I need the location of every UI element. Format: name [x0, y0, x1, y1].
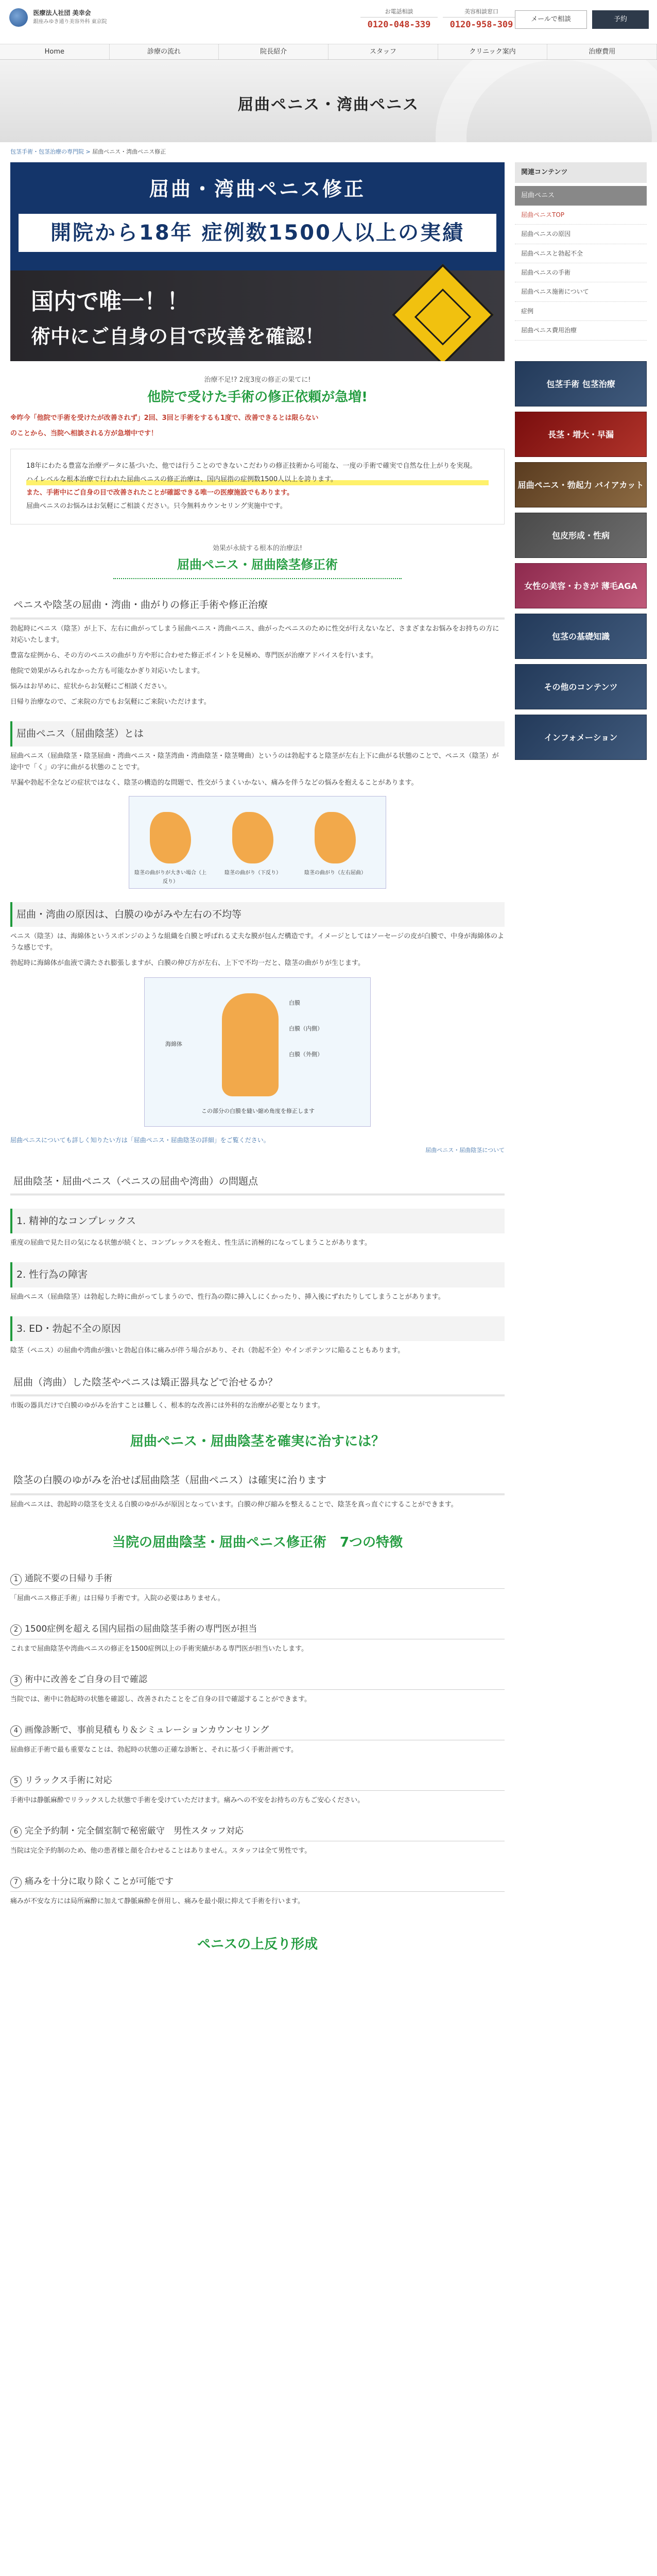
- sidebar-item-ed[interactable]: 屈曲ペニスと勃起不全: [515, 244, 647, 263]
- sidebar-button-other[interactable]: その他のコンテンツ: [515, 664, 647, 709]
- problem-2-title: 2. 性行為の障害: [10, 1262, 505, 1287]
- cure-subheading: 陰茎の白膜のゆがみを治せば屈曲陰茎（屈曲ペニス）は確実に治ります: [10, 1467, 505, 1495]
- logo[interactable]: [9, 8, 112, 27]
- reserve-button[interactable]: 予約: [592, 10, 649, 29]
- feature-5-text: 手術中は静脈麻酔でリラックスした状態で手術を受けていただけます。痛みへの不安をお持ちの方もご安心ください。: [10, 1796, 365, 1804]
- illust-caption-2: 陰茎の曲がり（下反り）: [224, 870, 281, 876]
- mail-consult-button[interactable]: メールで相談: [515, 10, 587, 29]
- nav-item-price[interactable]: 治療費用: [547, 44, 657, 59]
- feature-6-label: 完全予約制・完全個室制で秘密厳守 男性スタッフ対応: [25, 1826, 244, 1837]
- feature-2-text: これまで屈曲陰茎や湾曲ペニスの修正を1500症例以上の手術実績がある専門医が担当いたします。: [10, 1645, 308, 1653]
- tel-label-1: お電話相談: [360, 7, 438, 18]
- sidebar-button-foreskin[interactable]: 包皮形成・性病: [515, 513, 647, 558]
- illust-caption-1: 陰茎の曲がりが大きい場合（上反り）: [134, 870, 206, 885]
- logo-emblem: [9, 8, 28, 27]
- section1-heading: ペニスや陰茎の屈曲・湾曲・曲がりの修正手術や修正治療: [10, 592, 505, 619]
- sidebar-item-treatment[interactable]: 屈曲ペニス施術について: [515, 282, 647, 301]
- sidebar-button-curvature[interactable]: 屈曲ペニス・勃起力 バイアカット: [515, 462, 647, 507]
- intro-box-line-3: また、手術中にご自身の目で改善されたことが確認できる唯一の医療施設でもあります。: [26, 489, 293, 497]
- feature-5-number: 5: [10, 1776, 22, 1787]
- features-heading: 当院の屈曲陰茎・屈曲ペニス修正術 7つの特徴: [112, 1534, 403, 1550]
- problem-1-title: 1. 精神的なコンプレックス: [10, 1209, 505, 1233]
- breadcrumb-current: 屈曲ペニス・湾曲ペニス修正: [92, 148, 166, 155]
- tel-number-1[interactable]: 0120-048-339: [367, 19, 431, 30]
- cure-text: 屈曲ペニスは、勃起時の陰茎を支える白膜のゆがみが原因となっています。白膜の伸び縮みを整えることで、陰茎を真っ直ぐにすることができます。: [10, 1500, 458, 1509]
- curvature-illustration: [129, 796, 386, 889]
- intro-box-line-4: 屈曲ペニスのお悩みはお気軽にご相談ください。只今無料カウンセリング実施中です。: [26, 502, 287, 511]
- feature-1-label: 通院不要の日帰り手術: [25, 1573, 112, 1584]
- logo-name: 医療法人社団 美幸会: [33, 9, 91, 17]
- cure-heading: 屈曲ペニス・屈曲陰茎を確実に治すには？: [130, 1434, 385, 1450]
- feature-6-number: 6: [10, 1826, 22, 1838]
- sidebar-button-enlargement[interactable]: 長茎・増大・早漏: [515, 412, 647, 457]
- feature-7-number: 7: [10, 1877, 22, 1888]
- problem-3-title: 3. ED・勃起不全の原因: [10, 1316, 505, 1341]
- sidebar-item-price[interactable]: 屈曲ペニス費用治療: [515, 321, 647, 340]
- feature-1-text: 「屈曲ペニス修正手術」は日帰り手術です。入院の必要はありません。: [10, 1595, 224, 1603]
- intro-heading: 他院で受けた手術の修正依頼が急増!: [147, 389, 368, 405]
- corrector-text: 市販の器具だけで白膜のゆがみを治すことは難しく、根本的な改善には外科的な治療が必要となります。: [10, 1402, 324, 1410]
- feature-3-title: [10, 1670, 505, 1690]
- sidebar-item-cases[interactable]: 症例: [515, 302, 647, 321]
- intro-box-line-1: 18年にわたる豊富な治療データに基づいた、他では行うことのできないこだわりの修正技術から可能な、一度の手術で確実で自然な仕上がりを実現。: [26, 462, 477, 470]
- site-header: [0, 0, 657, 44]
- feature-2-label: 1500症例を超える国内屈指の屈曲陰茎手術の専門医が担当: [25, 1624, 257, 1635]
- page-hero: [0, 60, 657, 142]
- breadcrumb: 包茎手術・包茎治療の専門院 > 屈曲ペニス・湾曲ペニス修正: [10, 148, 166, 155]
- problem-3-text: 陰茎（ペニス）の屈曲や湾曲が強いと勃起自体に痛みが伴う場合があり、それ（勃起不全）やインポテンツに陥ることもあります。: [10, 1346, 405, 1354]
- nav-item-director[interactable]: 院長紹介: [219, 44, 328, 59]
- sidebar-heading: 関連コンテンツ: [515, 162, 647, 183]
- banner-line-2: 術中にご自身の目で改善を確認！: [31, 325, 325, 348]
- global-nav: [0, 44, 657, 60]
- logo-subtitle: 銀座みゆき通り美容外科 東京院: [33, 19, 107, 25]
- nav-item-home[interactable]: Home: [0, 44, 110, 59]
- sidebar-item-surgery[interactable]: 屈曲ペニスの手術: [515, 263, 647, 282]
- section1-p2: 豊富な症例から、その方のペニスの曲がり方や形に合わせた修正ポイントを見極め、専門医が治療アドバイスを行います。: [10, 651, 378, 659]
- feature-4-label: 画像診断で、事前見積もり＆シミュレーションカウンセリング: [25, 1725, 269, 1736]
- cause-heading: 屈曲・湾曲の原因は、白膜のゆがみや左右の不均等: [10, 902, 505, 927]
- section1-p4: 悩みはお早めに、症状からお気軽にご相談ください。: [10, 683, 171, 691]
- penis-shape-downward: [232, 812, 273, 863]
- about-link[interactable]: 屈曲ペニス・屈曲陰茎について: [425, 1146, 505, 1154]
- feature-2-number: 2: [10, 1624, 22, 1636]
- problem-1-text: 重度の屈曲で見た目の気になる状態が続くと、コンプレックスを抱え、性生活に消極的になってしまうことがあります。: [10, 1239, 371, 1247]
- feature-1-title: [10, 1569, 505, 1589]
- details-link[interactable]: 屈曲ペニスについても詳しく知りたい方は「屈曲ペニス・屈曲陰茎の詳細」をご覧ください。: [10, 1137, 270, 1144]
- feature-7-text: 痛みが不安な方には局所麻酔に加えて静脈麻酔を併用し、痛みを最小限に抑えて手術を行います。: [10, 1897, 304, 1905]
- curve-sign-icon: [392, 264, 494, 361]
- feature-7-title: [10, 1872, 505, 1892]
- what-is-heading: 屈曲ペニス（屈曲陰茎）とは: [10, 721, 505, 746]
- feature-3-text: 当院では、術中に勃起時の状態を確認し、改善されたことをご自身の目で確認することができます。: [10, 1696, 311, 1703]
- feature-2-title: [10, 1620, 505, 1639]
- main-column: [10, 162, 505, 1956]
- label-tunica-inner: 白膜（内側）: [289, 1025, 323, 1032]
- feature-6-text: 当院は完全予約制のため、他の患者様と顔を合わせることはありません。スタッフは全て男性です。: [10, 1846, 312, 1855]
- feature-7-label: 痛みを十分に取り除くことが可能です: [25, 1876, 174, 1887]
- problem-2-text: 屈曲ペニス（屈曲陰茎）は勃起した時に曲がってしまうので、性行為の際に挿入しにくかったり、挿入後にずれたりしてしまうことがあります。: [10, 1293, 445, 1301]
- intro-note-1: ※昨今「他院で手術を受けたが改善されず」2回、3回と手術をするも1度で、改善できるとは限らない: [10, 414, 319, 422]
- tel-box-2[interactable]: [443, 7, 520, 32]
- intro-box-line-2: ハイレベルな根本治療で行われた屈曲ペニスの修正治療は、国内屈指の症例数1500人以上を誇ります。: [26, 474, 489, 485]
- feature-3-label: 術中に改善をご自身の目で確認: [25, 1674, 147, 1685]
- penis-shape-lateral: [315, 812, 356, 863]
- sidebar-button-women[interactable]: 女性の美容・わきが 薄毛AGA: [515, 563, 647, 608]
- page-title: 屈曲ペニス・湾曲ペニス: [238, 96, 419, 114]
- nav-item-clinic[interactable]: クリニック案内: [438, 44, 548, 59]
- feature-5-label: リラックス手術に対応: [25, 1775, 112, 1786]
- what-is-p1: 屈曲ペニス（屈曲陰茎・陰茎屈曲・湾曲ペニス・陰茎湾曲・湾曲陰茎・陰茎彎曲）というのは勃起すると陰茎が左右上下に曲がる状態のことで、ペニス（陰茎）が途中で「く」の字に曲がる状態のことです。: [10, 752, 499, 771]
- banner-lower: [10, 270, 505, 361]
- feature-4-number: 4: [10, 1725, 22, 1737]
- sidebar-item-cause[interactable]: 屈曲ペニスの原因: [515, 225, 647, 244]
- sidebar-button-basics[interactable]: 包茎の基礎知識: [515, 614, 647, 659]
- problems-heading: 屈曲陰茎・屈曲ペニス（ペニスの屈曲や湾曲）の問題点: [10, 1169, 505, 1195]
- penis-cross-section: [222, 993, 279, 1096]
- nav-item-flow[interactable]: 診療の流れ: [110, 44, 219, 59]
- cause-p1: ペニス（陰茎）は、海綿体というスポンジのような組織を白膜と呼ばれる丈夫な膜が包んだ構造です。イメージとしてはソーセージの皮が白膜で、中身が海綿体のような感じです。: [10, 933, 504, 952]
- breadcrumb-home[interactable]: 包茎手術・包茎治療の専門院: [10, 148, 84, 155]
- label-tunica: 白膜: [289, 999, 300, 1007]
- feature-4-text: 屈曲修正手術で最も重要なことは、勃起時の状態の正確な診断と、それに基づく手術計画です。: [10, 1745, 298, 1754]
- sidebar-button-phimosis[interactable]: 包茎手術 包茎治療: [515, 361, 647, 406]
- section1-divider: [113, 578, 402, 579]
- corrector-heading: 屈曲（湾曲）した陰茎やペニスは矯正器具などで治せるか？: [10, 1370, 505, 1396]
- label-corpus: 海綿体: [165, 1041, 182, 1048]
- section1-p3: 他院で効果がみられなかった方も可能なかぎり対応いたします。: [10, 667, 204, 675]
- intro-box: [10, 449, 505, 524]
- feature-3-number: 3: [10, 1675, 22, 1686]
- label-tunica-outer: 白膜（外側）: [289, 1051, 323, 1058]
- penis-shape-upward: [150, 812, 191, 863]
- what-is-p2: 早漏や勃起不全などの症状ではなく、陰茎の構造的な問題で、性交がうまくいかない、痛みを伴うなどの悩みを抱えることがあります。: [10, 778, 418, 787]
- section1-title: 屈曲ペニス・屈曲陰茎修正術: [177, 557, 338, 572]
- sidebar: [515, 162, 647, 1956]
- banner-line-1: 国内で唯一！！: [31, 288, 189, 315]
- tunica-illustration: [144, 977, 371, 1127]
- illust-caption-3: 陰茎の曲がり（左右屈曲）: [304, 870, 366, 876]
- sidebar-current[interactable]: 屈曲ペニス: [515, 186, 647, 206]
- content-layout: [0, 162, 657, 1956]
- illust2-caption: この部分の白膜を縫い縮め角度を修正します: [201, 1108, 315, 1115]
- feature-1-number: 1: [10, 1574, 22, 1585]
- feature-4-title: [10, 1721, 505, 1740]
- intro-pretitle: 治療不足!? 2度3度の修正の果てに!: [204, 376, 311, 384]
- sidebar-button-info[interactable]: インフォメーション: [515, 715, 647, 760]
- banner-band: 開院から18年 症例数1500人以上の実績: [19, 214, 496, 252]
- sidebar-item-top[interactable]: 屈曲ペニスTOP: [515, 206, 647, 225]
- tel-label-2: 美容相談窓口: [443, 7, 520, 18]
- banner-title: 屈曲・湾曲ペニス修正: [149, 177, 366, 200]
- upward-curve-heading: ペニスの上反り形成: [197, 1937, 318, 1953]
- sidebar-list: [515, 206, 647, 341]
- intro-note-2: のことから、当院へ相談される方が急増中です！: [10, 430, 158, 438]
- cause-p2: 勃起時に海綿体が血液で満たされ膨張しますが、白膜の伸び方が左右、上下で不均一だと、陰茎の曲がりが生じます。: [10, 959, 365, 968]
- section1-p5: 日帰り治療なので、ご来院の方でもお気軽にご来院いただけます。: [10, 698, 211, 706]
- tel-box-1[interactable]: [360, 7, 438, 32]
- tel-number-2[interactable]: 0120-958-309: [449, 19, 513, 30]
- section1-pretitle: 効果が永続する根本的治療法!: [212, 544, 303, 552]
- feature-5-title: [10, 1771, 505, 1791]
- nav-item-staff[interactable]: スタッフ: [328, 44, 438, 59]
- section1-p1: 勃起時にペニス（陰茎）が上下、左右に曲がってしまう屈曲ペニス・湾曲ペニス、曲がったペニスのために性交が行えないなど、さまざまなお悩みをお持ちの方に対応いたします。: [10, 624, 499, 644]
- feature-6-title: [10, 1822, 505, 1841]
- hero-banner: [10, 162, 505, 361]
